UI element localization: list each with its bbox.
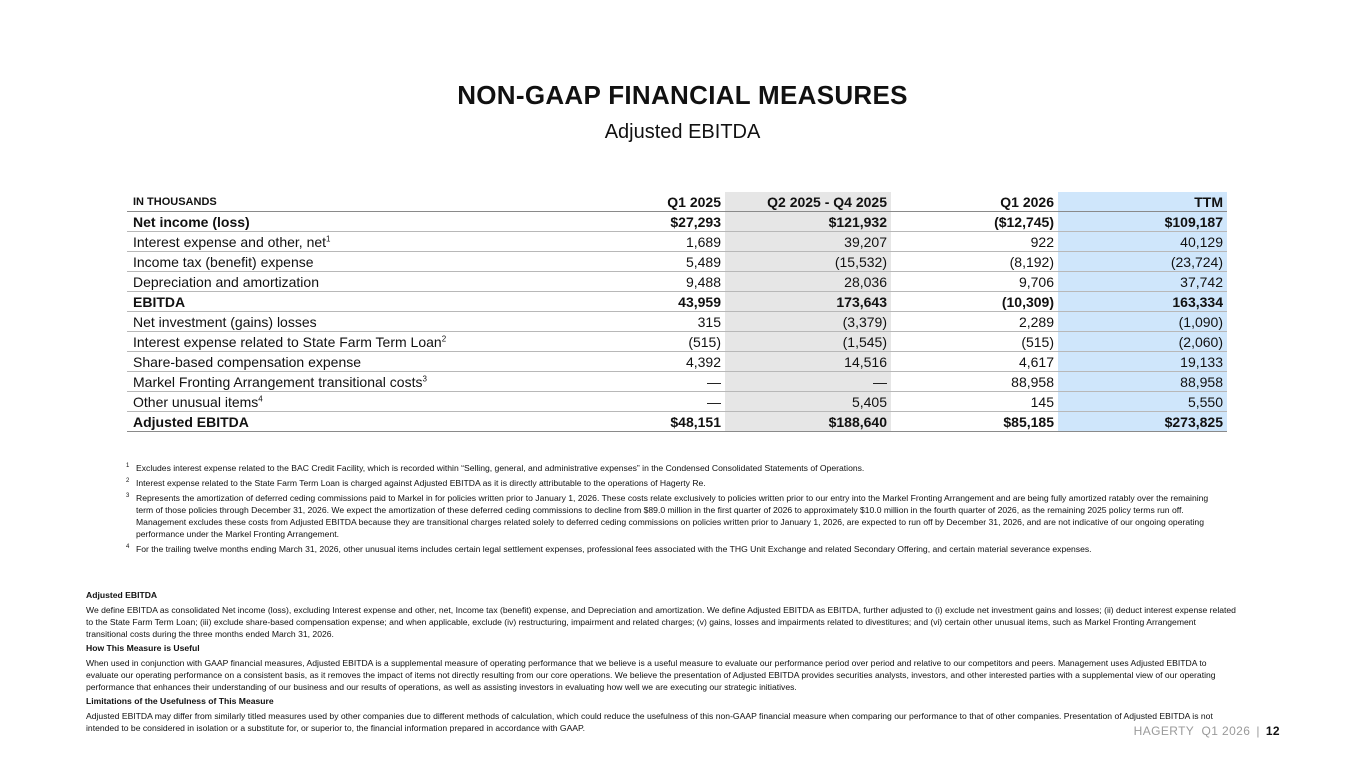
- table-row: [127, 312, 1227, 332]
- page-footer: [1134, 724, 1280, 738]
- row-value: $121,932: [725, 212, 891, 232]
- row-value: 145: [891, 392, 1058, 412]
- column-header-q1-2026: Q1 2026: [891, 192, 1058, 212]
- row-value: 2,289: [891, 312, 1058, 332]
- row-value: (2,060): [1058, 332, 1227, 352]
- footer-separator: |: [1256, 724, 1260, 738]
- column-header-q2-q4-2025: Q2 2025 - Q4 2025: [725, 192, 891, 212]
- table-row: [127, 412, 1227, 432]
- footer-brand: HAGERTY Q1 2026: [1133, 724, 1251, 738]
- row-label: Income tax (benefit) expense: [127, 252, 587, 272]
- row-value: —: [725, 372, 891, 392]
- row-value: ($12,745): [891, 212, 1058, 232]
- row-value: —: [587, 392, 725, 412]
- column-header-ttm: TTM: [1058, 192, 1227, 212]
- definition-heading: Adjusted EBITDA: [86, 590, 158, 600]
- row-value: (1,090): [1058, 312, 1227, 332]
- row-value: $48,151: [587, 412, 725, 432]
- footnote-ref: 1: [326, 233, 331, 243]
- row-value: 88,958: [1058, 372, 1227, 392]
- page-title: NON-GAAP FINANCIAL MEASURES: [457, 80, 908, 110]
- definition-text: Adjusted EBITDA may differ from similarly titled measures used by other companies due to different methods of calculation, which could reduce the usefulness of this non-GAAP financial measure when comparing our performance to that of other companies. Presentation of Adjusted EBITDA is not intended to be considered in isolation or a substitute for, or superior to, the financial information prepared in accordance with GAAP.: [86, 711, 1213, 733]
- row-value: $188,640: [725, 412, 891, 432]
- footnote-number: 1: [126, 463, 130, 469]
- page-subtitle: Adjusted EBITDA: [604, 121, 761, 143]
- row-label: Markel Fronting Arrangement transitional costs$^3$: [127, 372, 587, 392]
- footnote: [126, 477, 1226, 489]
- row-value: $109,187: [1058, 212, 1227, 232]
- row-value: (23,724): [1058, 252, 1227, 272]
- row-value: (8,192): [891, 252, 1058, 272]
- row-label: Net investment (gains) losses: [127, 312, 587, 332]
- row-label: Interest expense and other, net$^1$: [127, 232, 587, 252]
- row-value: (10,309): [891, 292, 1058, 312]
- footnote-ref: 4: [258, 393, 263, 403]
- row-value: 19,133: [1058, 352, 1227, 372]
- row-value: 88,958: [891, 372, 1058, 392]
- footnote-text: Represents the amortization of deferred ceding commissions paid to Markel in for policies written prior to January 1, 2026. These costs relate exclusively to policies written prior to our entry into the Markel Fronting Arrangement and are being fully amortized ratably over the remaining term of those policies through December 31, 2026. We expect the amortization of these deferred ceding commissions to decline from $89.0 million in the first quarter of 2026 to approximately $10.0 million in the fourth quarter of 2026, as the remaining 2025 policy terms run off. Management excludes these costs from Adjusted EBITDA because they are transitional charges related solely to deferred ceding commissions on policies written prior to January 1, 2026, are expected to run off by December 31, 2026, and are not indicative of our ongoing operating performance under the Markel Fronting Arrangement.: [136, 493, 1209, 539]
- row-value: (15,532): [725, 252, 891, 272]
- table-row: [127, 232, 1227, 252]
- definition-text: When used in conjunction with GAAP financial measures, Adjusted EBITDA is a supplemental measure of operating performance that we believe is a useful measure to evaluate our performance period over period and relative to our competitors and peers. Management uses Adjusted EBITDA to evaluate our operating performance on a consistent basis, as it removes the impact of items not directly resulting from our core operations. We believe the presentation of Adjusted EBITDA provides securities analysts, investors, and other interested parties with a supplemental view of our operating performance that enhances their understanding of our business and our results of operations, as well as assisting investors in evaluating how well we are executing our strategic initiatives.: [86, 658, 1216, 692]
- row-label: Other unusual items$^4$: [127, 392, 587, 412]
- row-value: (3,379): [725, 312, 891, 332]
- row-value: —: [587, 372, 725, 392]
- footnote-ref: 3: [422, 373, 427, 383]
- table-row: [127, 352, 1227, 372]
- definitions: [86, 587, 1236, 736]
- row-value: 40,129: [1058, 232, 1227, 252]
- row-value: (515): [891, 332, 1058, 352]
- row-label: Interest expense related to State Farm Term Loan$^2$: [127, 332, 587, 352]
- row-value: 922: [891, 232, 1058, 252]
- column-header-q1-2025: Q1 2025: [587, 192, 725, 212]
- footnote: [126, 492, 1226, 540]
- table-row: [127, 272, 1227, 292]
- row-label: Share-based compensation expense: [127, 352, 587, 372]
- footnote-text: Interest expense related to the State Farm Term Loan is charged against Adjusted EBITDA as it is directly attributable to the operations of Hagerty Re.: [136, 478, 706, 488]
- row-label: Net income (loss): [127, 212, 587, 232]
- footnote-number: 3: [126, 493, 130, 499]
- definition-heading: Limitations of the Usefulness of This Measure: [86, 696, 274, 706]
- row-value: 39,207: [725, 232, 891, 252]
- row-value: 14,516: [725, 352, 891, 372]
- row-value: $273,825: [1058, 412, 1227, 432]
- page-number: 12: [1265, 724, 1280, 738]
- definition-text: We define EBITDA as consolidated Net income (loss), excluding Interest expense and other, net, Income tax (benefit) expense, and Depreciation and amortization. We define Adjusted EBITDA as EBITDA, further adjusted to (i) exclude net investment gains and losses; (ii) deduct interest expense related to the State Farm Term Loan; (iii) exclude share-based compensation expense; and when applicable, exclude (iv) restructuring, impairment and related charges; (v) gains, losses and impairments related to divestitures; and (vi) certain other unusual items, such as Markel Fronting Arrangement transitional costs during the three months ended March 31, 2026.: [86, 605, 1236, 639]
- table-header-row: [127, 192, 1227, 212]
- row-value: $27,293: [587, 212, 725, 232]
- table-row: [127, 332, 1227, 352]
- row-value: 9,706: [891, 272, 1058, 292]
- adjusted-ebitda-table: [127, 192, 1227, 432]
- row-value: 37,742: [1058, 272, 1227, 292]
- definition-heading: How This Measure is Useful: [86, 643, 200, 653]
- footnote: [126, 462, 1226, 474]
- footnote-text: Excludes interest expense related to the BAC Credit Facility, which is recorded within “Selling, general, and administrative expenses” in the Condensed Consolidated Statements of Operations.: [136, 463, 865, 473]
- row-value: 4,392: [587, 352, 725, 372]
- row-value: 173,643: [725, 292, 891, 312]
- row-value: 43,959: [587, 292, 725, 312]
- footnote-number: 4: [126, 544, 130, 550]
- footnote-ref: 2: [441, 333, 447, 343]
- table-row: [127, 252, 1227, 272]
- row-value: 28,036: [725, 272, 891, 292]
- row-value: $85,185: [891, 412, 1058, 432]
- footnote: [126, 543, 1226, 555]
- row-value: 163,334: [1058, 292, 1227, 312]
- table-row: [127, 372, 1227, 392]
- row-value: (515): [587, 332, 725, 352]
- table-row: [127, 392, 1227, 412]
- table-row: [127, 292, 1227, 312]
- row-label: Depreciation and amortization: [127, 272, 587, 292]
- row-value: 5,550: [1058, 392, 1227, 412]
- row-value: 1,689: [587, 232, 725, 252]
- row-value: 315: [587, 312, 725, 332]
- row-value: 5,489: [587, 252, 725, 272]
- footnote-number: 2: [126, 478, 130, 484]
- row-value: 9,488: [587, 272, 725, 292]
- row-value: 5,405: [725, 392, 891, 412]
- column-header-label: IN THOUSANDS: [127, 192, 587, 212]
- row-value: (1,545): [725, 332, 891, 352]
- row-label: EBITDA: [127, 292, 587, 312]
- row-value: 4,617: [891, 352, 1058, 372]
- row-label: Adjusted EBITDA: [127, 412, 587, 432]
- footnote-text: For the trailing twelve months ending March 31, 2026, other unusual items includes certain legal settlement expenses, professional fees associated with the THG Unit Exchange and related Secondary Offering, and certain material severance expenses.: [136, 544, 1092, 554]
- table-row: [127, 212, 1227, 232]
- footnotes: [126, 462, 1226, 558]
